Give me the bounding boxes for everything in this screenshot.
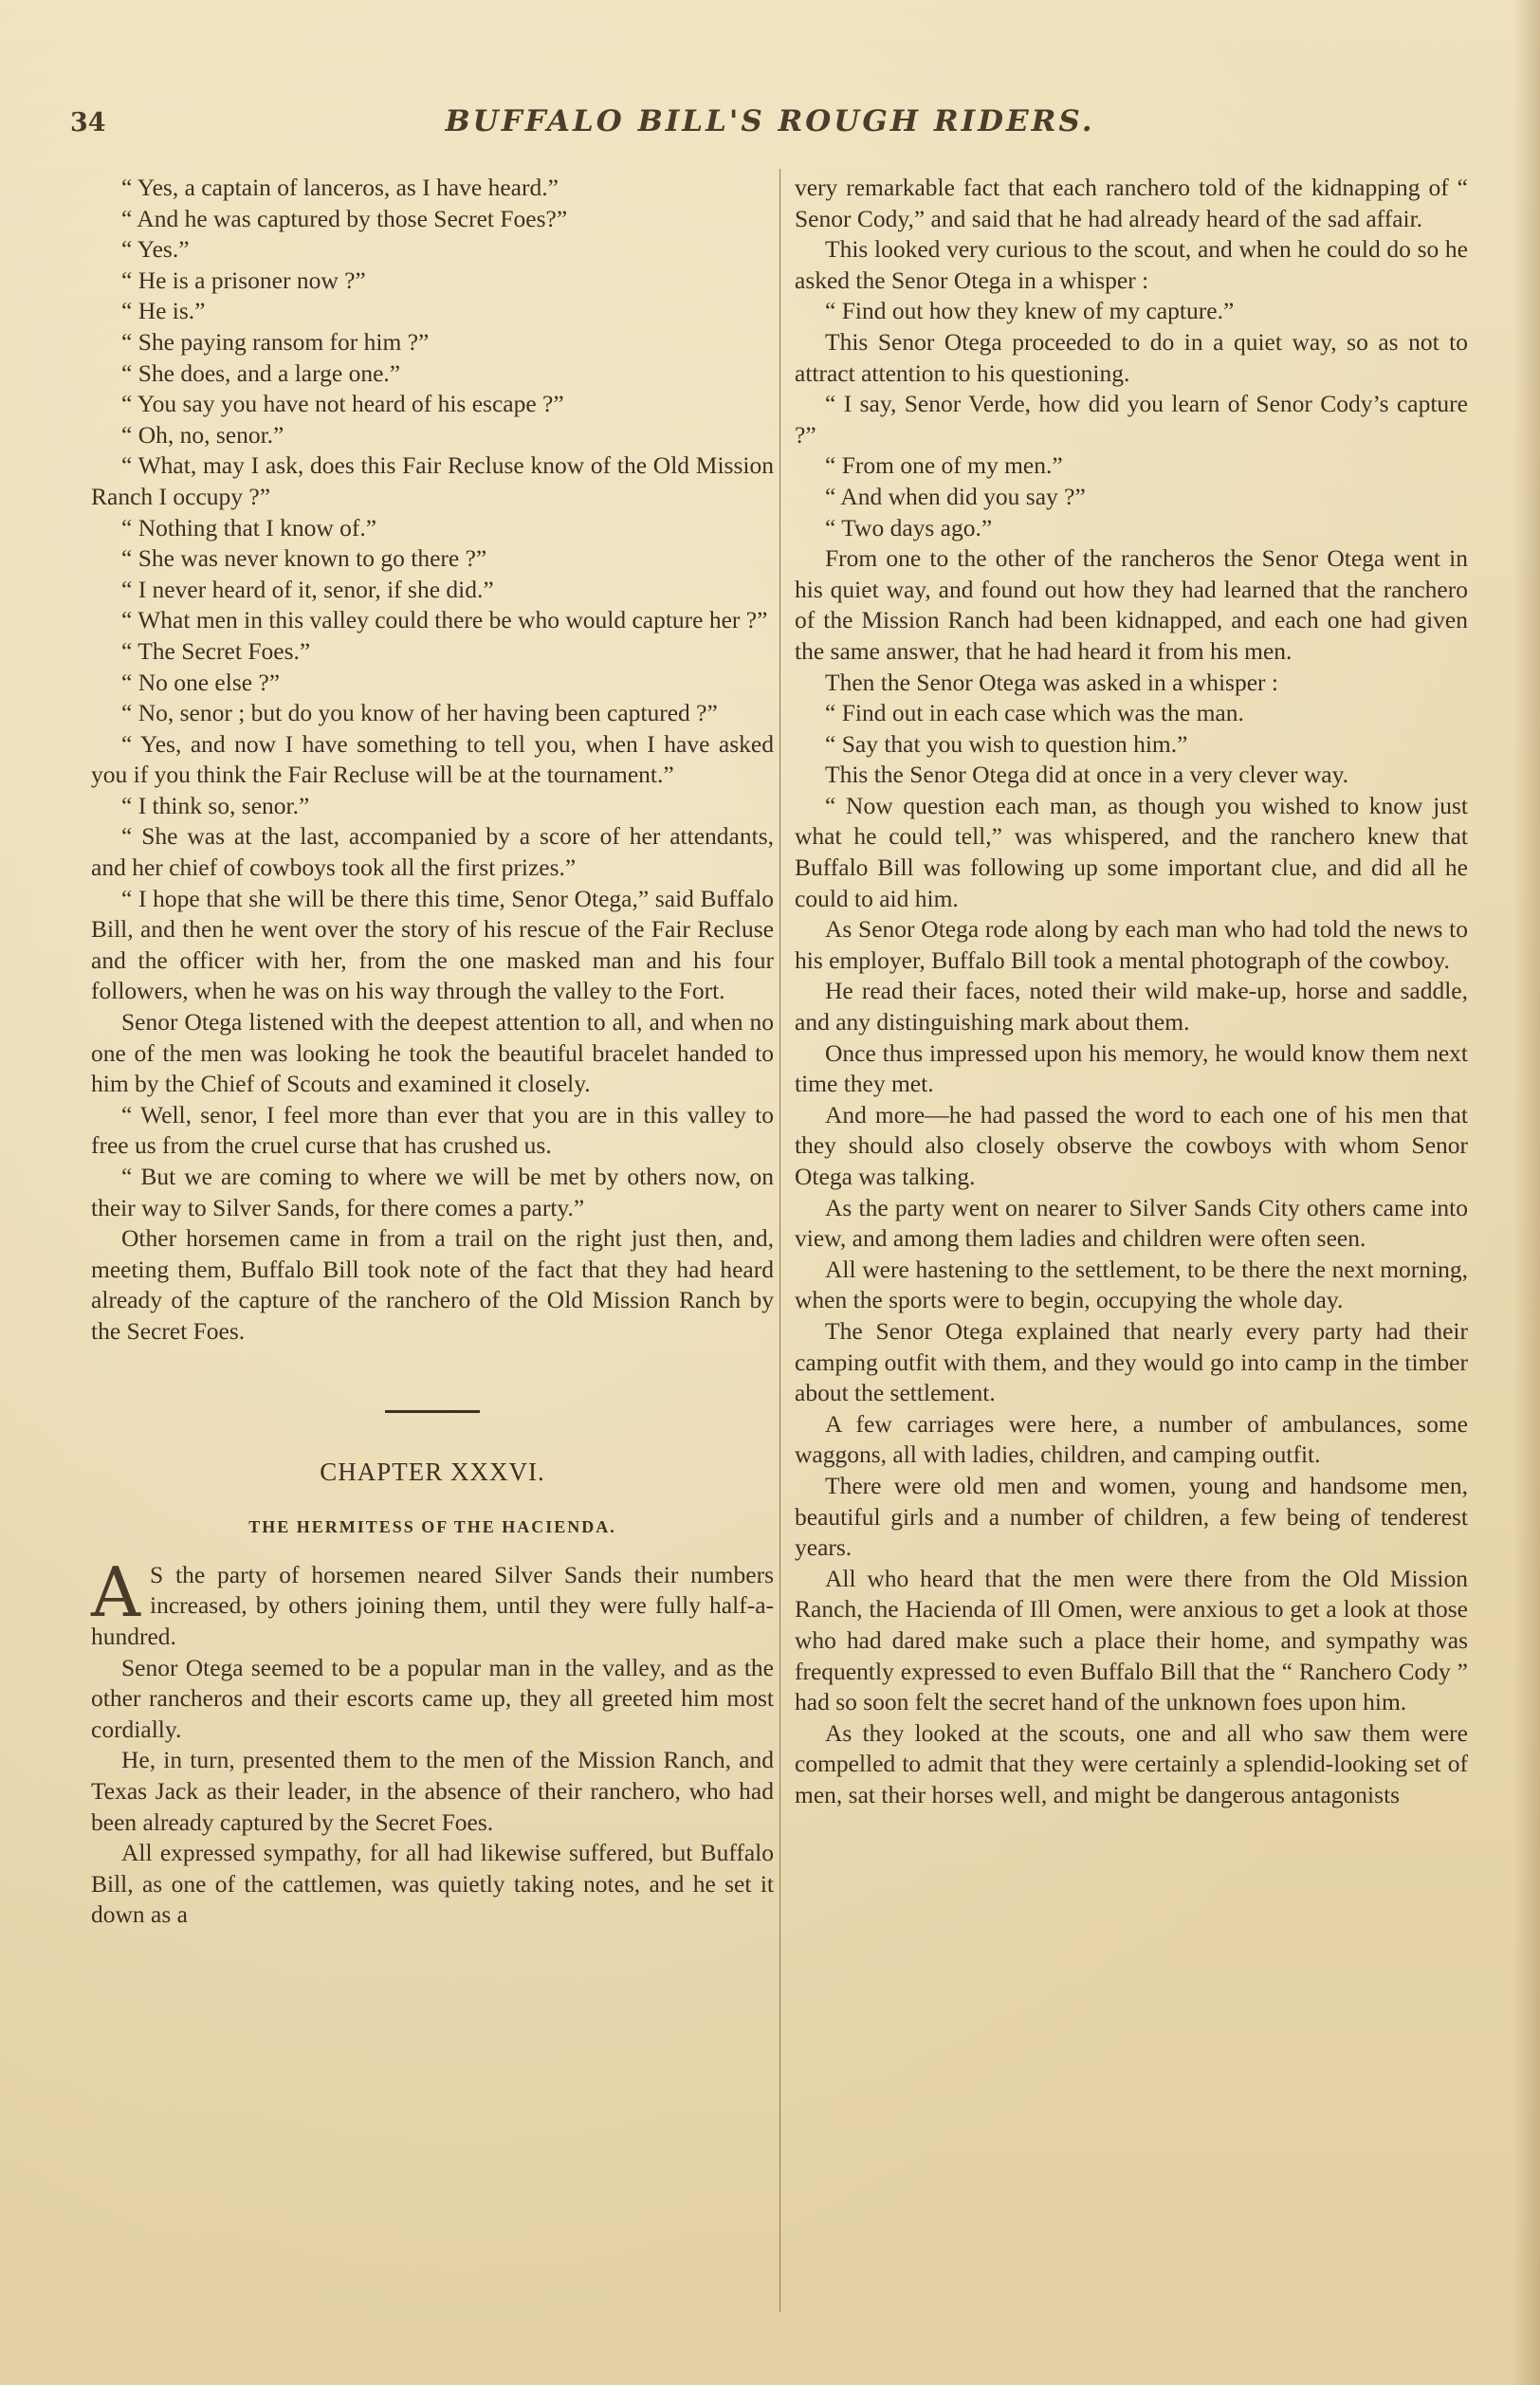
paragraph: He, in turn, presented them to the men of the Mission Ranch, and Texas Jack as their leader, in the absence of their ranchero, who had been already captured by the Secret Foes.	[91, 1746, 774, 1836]
paragraph: “ Find out in each case which was the man.	[825, 699, 1244, 727]
right-paragraphs	[795, 173, 1468, 1810]
paragraph: “ Now question each man, as though you wished to know just what he could tell,” was whispered, and the ranchero knew that Buffalo Bill was following up some important clue, and did all he could to aid him.	[795, 791, 1468, 912]
chapter-title: CHAPTER XXXVI.	[320, 1457, 545, 1486]
paragraph: A few carriages were here, a number of ambulances, some waggons, all with ladies, children, and camping outfit.	[795, 1409, 1468, 1469]
running-head: BUFFALO BILL'S ROUGH RIDERS.	[445, 104, 1095, 138]
paragraph: “ And he was captured by those Secret Foes?”	[121, 204, 568, 232]
drop-cap: A	[91, 1551, 140, 1632]
page-number: 34	[70, 108, 106, 138]
paragraph: “ Yes, a captain of lanceros, as I have heard.”	[121, 174, 559, 201]
left-paragraphs	[91, 173, 774, 1348]
paragraph: “ She does, and a large one.”	[121, 358, 401, 387]
paragraph: As Senor Otega rode along by each man who had told the news to his employer, Buffalo Bill took a mental photograph of the cowboy.	[795, 915, 1468, 974]
paragraph: “ I say, Senor Verde, how did you learn of Senor Cody’s capture ?”	[795, 390, 1468, 449]
paragraph: This looked very curious to the scout, and when he could do so he asked the Senor Otega in a whisper :	[795, 235, 1468, 294]
paragraph: “ Find out how they knew of my capture.”	[825, 297, 1235, 325]
paragraph: “ She paying ransom for him ?”	[121, 327, 430, 356]
paragraph: “ Yes, and now I have something to tell you, when I have asked you if you think the Fair Recluse will be at the tournament.”	[91, 729, 774, 789]
paragraph: “ Say that you wish to question him.”	[825, 729, 1188, 758]
paragraph: “ But we are coming to where we will be met by others now, on their way to Silver Sands, for there comes a party.”	[91, 1163, 774, 1221]
right-column	[795, 173, 1468, 1810]
paragraph: “ Well, senor, I feel more than ever that you are in this valley to free us from the cruel curse that has crushed us.	[91, 1100, 774, 1160]
chapter-subtitle: THE HERMITESS OF THE HACIENDA.	[248, 1517, 616, 1537]
paragraph: “ Oh, no, senor.”	[121, 420, 284, 449]
paragraph: “ He is.”	[121, 297, 206, 325]
paragraph: “ He is a prisoner now ?”	[121, 266, 366, 294]
paragraph: The Senor Otega explained that nearly every party had their camping outfit with them, and they would go into camp in the timber about the settlement.	[795, 1316, 1468, 1407]
paragraph: As the party went on nearer to Silver Sands City others came into view, and among them ladies and children were often seen.	[795, 1193, 1468, 1253]
left-paragraphs-after	[91, 1653, 774, 1931]
paragraph: “ What, may I ask, does this Fair Recluse know of the Old Mission Ranch I occupy ?”	[91, 451, 774, 510]
paragraph: As they looked at the scouts, one and all who saw them were compelled to admit that they were certainly a splendid-looking set of men, sat their horses well, and might be dangerous antagonists	[795, 1718, 1468, 1808]
opening-paragraph-text: S the party of horsemen neared Silver Sands their numbers increased, by others joining them, until they were fully half-a-hundred.	[91, 1560, 774, 1650]
page-spine-shadow	[1513, 0, 1540, 2385]
paragraph: “ No one else ?”	[121, 668, 281, 696]
paragraph: “ She was at the last, accompanied by a score of her attendants, and her chief of cowboys took all the first prizes.”	[91, 822, 774, 882]
paragraph: All expressed sympathy, for all had likewise suffered, but Buffalo Bill, as one of the cattlemen, was quietly taking notes, and he set it down as a	[91, 1839, 774, 1929]
chapter-rule	[385, 1410, 480, 1413]
paragraph: From one to the other of the rancheros the Senor Otega went in his quiet way, and found out how they had learned that the ranchero of the Mission Ranch had been kidnapped, and each one had given the same answer, that he had heard it from his men.	[795, 544, 1468, 665]
paragraph: Other horsemen came in from a trail on the right just then, and, meeting them, Buffalo Bill took note of the fact that they had heard already of the capture of the ranchero of the Old Mission Ranch by the Secret Foes.	[91, 1224, 774, 1345]
paragraph: “ What men in this valley could there be who would capture her ?”	[121, 606, 768, 634]
paragraph: All were hastening to the settlement, to be there the next morning, when the sports were to begin, occupying the whole day.	[795, 1255, 1468, 1314]
paragraph: “ And when did you say ?”	[825, 482, 1086, 510]
paragraph: This the Senor Otega did at once in a very clever way.	[825, 761, 1349, 789]
paragraph: He read their faces, noted their wild make-up, horse and saddle, and any distinguishing mark about them.	[795, 977, 1468, 1037]
paragraph: “ I hope that she will be there this time, Senor Otega,” said Buffalo Bill, and then he went over the story of his rescue of the Fair Recluse and the officer with her, from the one masked man and his four followers, when he was on his way through the valley to the Fort.	[91, 884, 774, 1005]
paragraph: And more—he had passed the word to each one of his men that they should also closely observe the cowboys with whom Senor Otega was talking.	[795, 1100, 1468, 1190]
paragraph: “ I never heard of it, senor, if she did.”	[121, 575, 494, 603]
paragraph: “ No, senor ; but do you know of her having been captured ?”	[121, 699, 718, 727]
paragraph: “ I think so, senor.”	[121, 791, 310, 819]
left-column	[91, 173, 774, 1931]
paragraph: All who heard that the men were there from the Old Mission Ranch, the Hacienda of Ill Omen, were anxious to get a look at those who had dared make such a place their home, and sympathy was frequently expressed to even Buffalo Bill that the “ Ranchero Cody ” had so soon felt the secret hand of the unknown foes upon him.	[795, 1564, 1468, 1716]
paragraph: This Senor Otega proceeded to do in a quiet way, so as not to attract attention to his questioning.	[795, 327, 1468, 387]
paragraph: “ She was never known to go there ?”	[121, 544, 487, 573]
paragraph: “ Two days ago.”	[825, 513, 993, 541]
paragraph: Senor Otega listened with the deepest attention to all, and when no one of the men was looking he took the beautiful bracelet handed to him by the Chief of Scouts and examined it closely.	[91, 1008, 774, 1098]
paragraph: Senor Otega seemed to be a popular man in the valley, and as the other rancheros and their escorts came up, they all greeted him most cordially.	[91, 1653, 774, 1743]
paragraph: “ Nothing that I know of.”	[121, 513, 377, 541]
paragraph: Once thus impressed upon his memory, he would know them next time they met.	[795, 1038, 1468, 1098]
paragraph: Then the Senor Otega was asked in a whisper :	[825, 668, 1278, 696]
chapter-opening-paragraph	[91, 1551, 774, 1653]
paragraph: “ The Secret Foes.”	[121, 636, 311, 665]
column-divider	[779, 169, 780, 2312]
paragraph: very remarkable fact that each ranchero told of the kidnapping of “ Senor Cody,” and said that he had already heard of the sad affair.	[795, 174, 1468, 232]
paragraph: There were old men and women, young and handsome men, beautiful girls and a number of children, a few being of tenderest years.	[795, 1471, 1468, 1562]
paragraph: “ You say you have not heard of his escape ?”	[121, 390, 564, 418]
paragraph: “ Yes.”	[121, 235, 190, 264]
paragraph: “ From one of my men.”	[825, 451, 1063, 480]
